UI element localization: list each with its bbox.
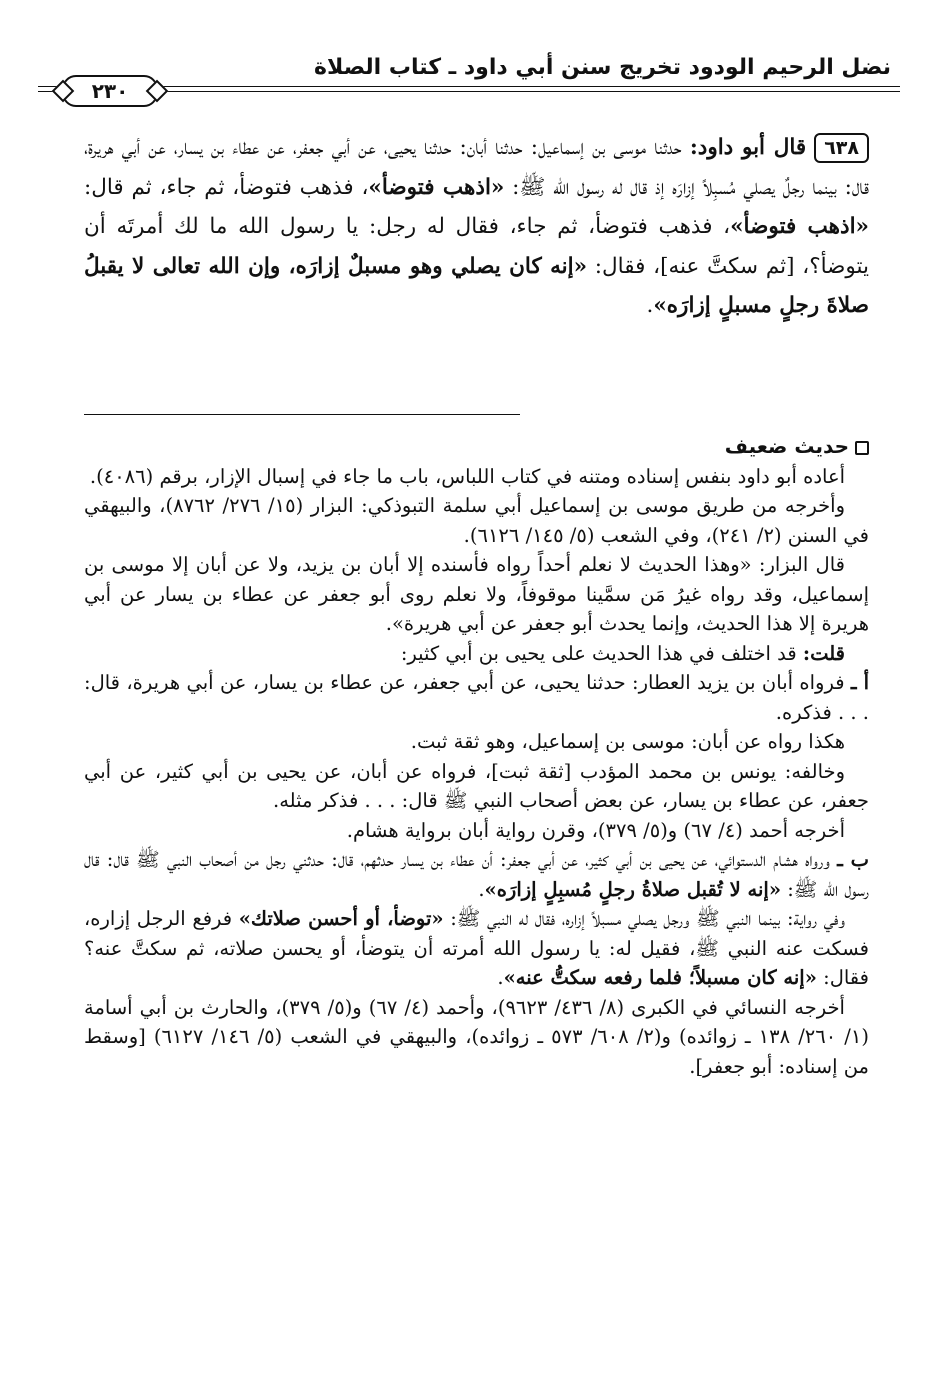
verdict-marker-icon (855, 441, 869, 455)
hadith-text-2: ، فذهب فتوضأ، ثم جاء، ثم قال: (84, 174, 369, 200)
commentary-paragraph: قال البزار: «وهذا الحديث لا نعلم أحداً رواه فأسنده إلا أبان بن يزيد، ولا عن أبان إلا موسى بن إسماعيل، وقد رواه غيرُ مَن سمَّينا موقوفاً، ولا نعلم روى أبو جعفر عن عطاء بن يسار عن أبي هريرة إلا هذا الحديث، وإنما يحدث أبو جعفر عن أبي هريرة». (84, 553, 869, 635)
hadith-text (84, 128, 869, 326)
alt-narration-end: . (497, 966, 504, 989)
verdict-text: حديث ضعيف (724, 434, 849, 458)
alt-narration (84, 904, 869, 993)
qult-text: قد اختلف في هذا الحديث على يحيى بن أبي كثير: (400, 641, 803, 665)
page-number: ٢٣٠ (62, 75, 158, 107)
hadith-quote-2: «اذهب فتوضأ» (730, 214, 869, 239)
point-b-quote: «إنه لا تُقبل صلاةُ رجلٍ مُسبِلٍ إزارَه» (484, 877, 782, 901)
hadith-intro: قال أبو داود: (689, 135, 807, 160)
alt-narration-text-2: فرفع الرجل إزاره، فسكت عنه النبي ﷺ، فقيل له: يا رسول الله أمرته أن يتوضأ، أو يحسن صلاته، ثم سكتَّ عنه؟ فقال: (84, 907, 869, 989)
commentary-last-paragraph: أخرجه النسائي في الكبرى (٨/ ٤٣٦/ ٩٦٢٣)، وأحمد (٤/ ٦٧) و(٥/ ٣٧٩)، والحارث بن أبي أسامة (١/ ٢٦٠/ ١٣٨ ـ زوائده) و(٢/ ٦٠٨/ ٥٧٣ ـ زوائده)، والبيهقي في الشعب (٥/ ١٤٦/ ٦١٢٧) [وسقط من إسناده: أبو جعفر]. (84, 995, 869, 1078)
point-a-label: أ ـ (850, 671, 869, 694)
hadith-quote-3: «إنه كان يصلي وهو مسبلٌ إزارَه، وإن الله تعالى لا يقبلُ صلاةَ رجلٍ مسبلٍ إزارَه» (84, 253, 869, 318)
hadith-text-3: ، فذهب فتوضأ، ثم جاء، فقال له رجل: يا رسول الله ما لك أمرتَه أن يتوضأ؟، [ثم سكتَّ عنه]، فقال: (84, 214, 869, 279)
commentary (84, 432, 869, 1081)
alt-narration-quote-2: «إنه كان مسبلاً؛ فلما رفعه سكتُّ عنه» (503, 966, 817, 989)
point-a-followup: هكذا رواه عن أبان: موسى بن إسماعيل، وهو ثقة ثبت. (410, 730, 845, 753)
section-divider (84, 414, 520, 415)
alt-narration-quote-1: «توضأ، أو أحسن صلاتك» (238, 907, 444, 930)
hadith-text-4: . (646, 293, 654, 318)
commentary-paragraph: أعاده أبو داود بنفس إسناده ومتنه في كتاب اللباس، باب ما جاء في إسبال الإزار، برقم (٤٠٨٦). (89, 464, 845, 488)
running-title: نضل الرحيم الودود تخريج سنن أبي داود ـ كتاب الصلاة (314, 55, 891, 80)
point-b-end: . (478, 877, 485, 901)
hadith-quote-1: «اذهب فتوضأ» (368, 174, 505, 200)
point-a-text: فرواه أبان بن يزيد العطار: حدثنا يحيى، عن أبي جعفر، عن عطاء بن يسار، عن أبي هريرة، قال: . . . فذكره. (84, 671, 869, 724)
hadith-number: ٦٣٨ (814, 133, 869, 163)
qult-paragraph (84, 639, 869, 669)
point-b-text: ورواه هشام الدستوائي، عن يحيى بن أبي كثير، عن أبي جعفر: أن عطاء بن يسار حدثهم، قال: حدثني رجل من أصحاب النبي ﷺ قال: قال رسول الله ﷺ: (84, 848, 869, 901)
commentary-paragraph: وأخرجه من طريق موسى بن إسماعيل أبي سلمة التبوذكي: البزار (١٥/ ٢٧٦/ ٨٧٦٢)، والبيهقي في السنن (٢/ ٢٤١)، وفي الشعب (٥/ ١٤٥/ ٦١٢٦). (84, 494, 869, 547)
header-rule-top (38, 86, 900, 87)
point-a (84, 668, 869, 727)
point-a-followup: وخالفه: يونس بن محمد المؤدب [ثقة ثبت]، فرواه عن أبان، عن يحيى بن أبي كثير، عن أبي جعفر، عن عطاء بن يسار، عن بعض أصحاب النبي ﷺ قال: . . . فذكر مثله. (84, 759, 869, 812)
hadith-isnad: حدثنا موسى بن إسماعيل: حدثنا أبان: حدثنا يحيى، عن أبي جعفر، عن عطاء بن يسار، عن أبي هريرة، قال: بينما رجلٌ يصلي مُسبِلاً إزارَه إذ قال له رسول الله ﷺ: (84, 135, 869, 200)
point-b-label: ب ـ (837, 848, 869, 871)
verdict-heading (84, 432, 869, 462)
point-b (84, 845, 869, 904)
point-a-followup: أخرجه أحمد (٤/ ٦٧) و(٥/ ٣٧٩)، وقرن رواية أبان برواية هشام. (346, 818, 845, 842)
qult-label: قلت: (802, 641, 845, 665)
alt-narration-text-1: وفي رواية: بينما النبي ﷺ ورجل يصلي مسبلاً إزاره، فقال له النبي ﷺ: (443, 907, 845, 930)
